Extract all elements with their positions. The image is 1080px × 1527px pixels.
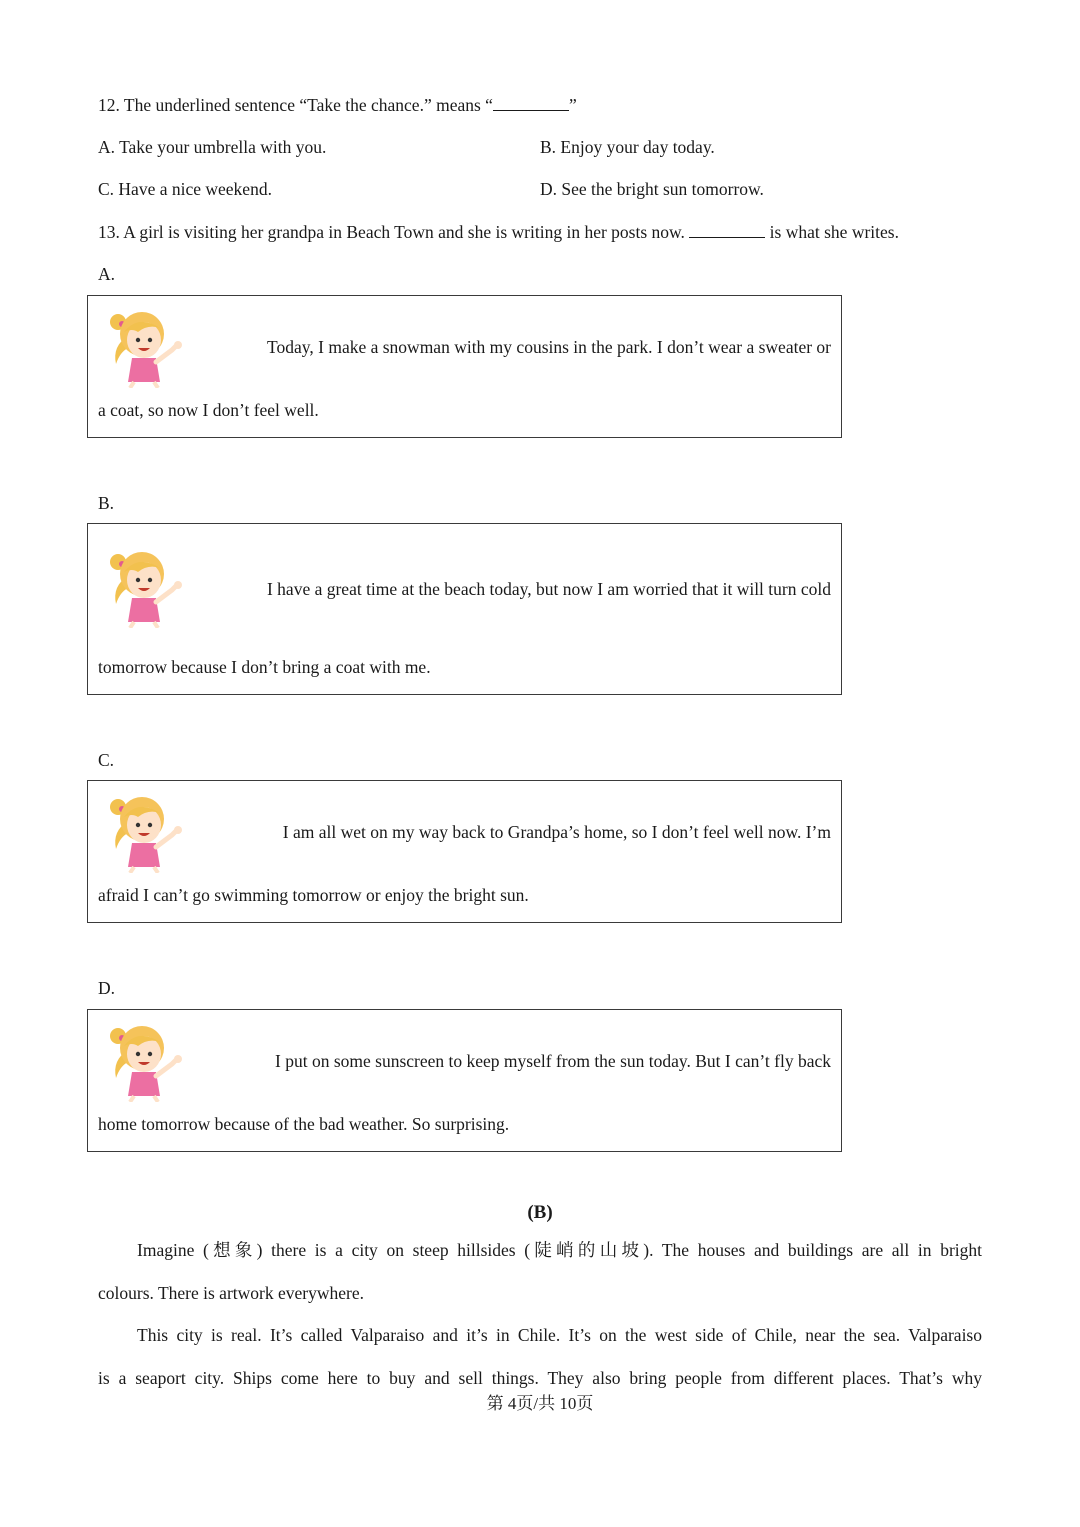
choice-b-box <box>87 523 842 695</box>
q12-option-d: D. See the bright sun tomorrow. <box>540 179 764 199</box>
girl-cartoon-icon <box>98 1016 186 1102</box>
answer-blank <box>493 94 569 111</box>
paragraph-2-line-1: This city is real. It’s called Valparaiso and it’s in Chile. It’s on the west side of Chile, near the sea. Valparaiso <box>137 1325 982 1345</box>
choice-a-line2: a coat, so now I don’t feel well. <box>98 400 319 420</box>
paragraph-1-line-2: colours. There is artwork everywhere. <box>98 1283 364 1303</box>
choice-c-box <box>87 780 842 923</box>
girl-cartoon-icon <box>98 787 186 873</box>
choice-label: C. <box>98 750 115 770</box>
choice-a-box <box>87 295 842 438</box>
choice-label: B. <box>98 493 115 513</box>
paragraph-2-line-2: is a seaport city. Ships come here to buy and sell things. They also bring people from different places. That’s why <box>98 1368 982 1388</box>
choice-d-box <box>87 1009 842 1152</box>
q12-option-c: C. Have a nice weekend. <box>98 179 272 199</box>
q12-stem: 12. The underlined sentence “Take the chance.” means “ ” <box>98 95 577 115</box>
choice-label: A. <box>98 264 116 284</box>
choice-c-line2: afraid I can’t go swimming tomorrow or enjoy the bright sun. <box>98 885 529 905</box>
q12-option-b: B. Enjoy your day today. <box>540 137 715 157</box>
q13-stem: 13. A girl is visiting her grandpa in Beach Town and she is writing in her posts now. is what she writes. <box>98 222 899 242</box>
paragraph-1-line-1: Imagine (想象) there is a city on steep hillsides (陡峭的山坡). The houses and buildings are all in bright <box>137 1240 982 1260</box>
choice-b-line1: I have a great time at the beach today, but now I am worried that it will turn cold <box>266 579 831 599</box>
answer-blank <box>689 221 765 238</box>
choice-a-line1: Today, I make a snowman with my cousins in the park. I don’t wear a sweater or <box>267 337 831 357</box>
girl-cartoon-icon <box>98 542 186 628</box>
choice-d-line1: I put on some sunscreen to keep myself from the sun today. But I can’t fly back <box>275 1051 831 1071</box>
choice-d-line2: home tomorrow because of the bad weather. So surprising. <box>98 1114 510 1134</box>
q12-option-a: A. Take your umbrella with you. <box>98 137 327 157</box>
girl-cartoon-icon <box>98 302 186 388</box>
choice-label: D. <box>98 978 116 998</box>
choice-c-line1: I am all wet on my way back to Grandpa’s home, so I don’t feel well now. I’m <box>282 822 831 842</box>
section-heading: (B) <box>527 1202 553 1223</box>
choice-b-line2: tomorrow because I don’t bring a coat with me. <box>98 657 431 677</box>
page-number: 第 4页/共 10页 <box>486 1394 594 1413</box>
